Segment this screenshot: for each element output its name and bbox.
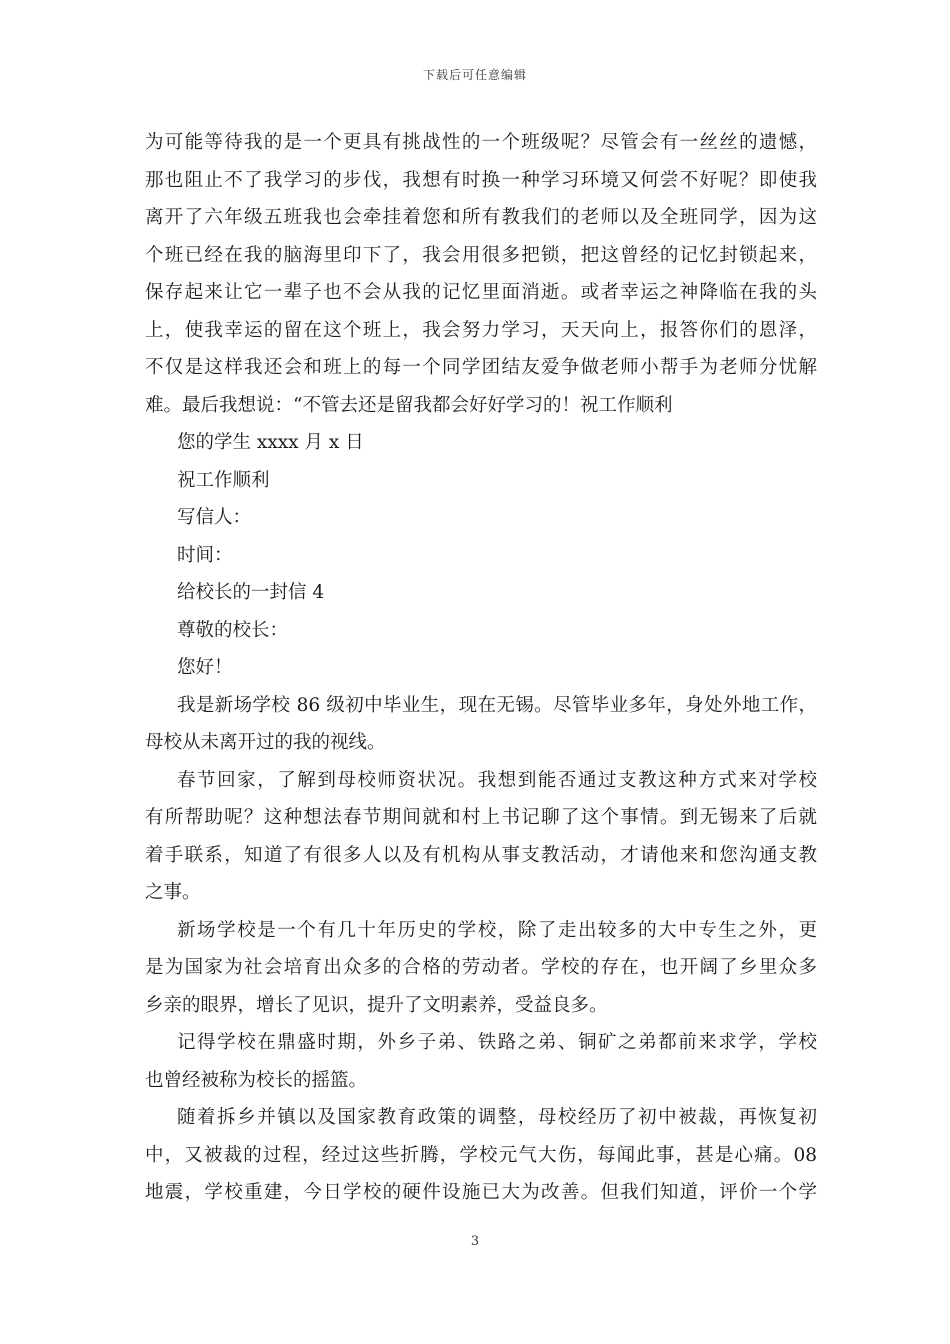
text-line: 为可能等待我的是一个更具有挑战性的一个班级呢？尽管会有一丝丝的遗憾， (145, 132, 817, 153)
text-line: 尊敬的校长： (177, 619, 289, 641)
text-line: 也曾经被称为校长的摇篮。 (145, 1069, 368, 1091)
text-line: 是为国家为社会培育出众多的合格的劳动者。学校的存在，也开阔了乡里众多 (145, 957, 817, 978)
page-header: 下载后可任意编辑 (422, 68, 527, 82)
text-line: 上，使我幸运的留在这个班上，我会努力学习，天天向上，报答你们的恩泽， (145, 319, 817, 341)
text-line: 之事。 (145, 882, 201, 903)
page-number: 3 (470, 1234, 480, 1249)
text-line: 您好！ (177, 657, 233, 678)
text-line: 乡亲的眼界，增长了见识，提升了文明素养，受益良多。 (145, 994, 608, 1016)
text-line: 难。最后我想说：“不管去还是留我都会好好学习的！祝工作顺利 (145, 394, 673, 416)
text-line: 着手联系，知道了有很多人以及有机构从事支教活动，才请他来和您沟通支教 (145, 844, 817, 866)
document-body (145, 124, 817, 1212)
text-line: 新场学校是一个有几十年历史的学校，除了走出较多的大中专生之外，更 (177, 919, 817, 941)
text-line: 随着拆乡并镇以及国家教育政策的调整，母校经历了初中被裁，再恢复初 (177, 1107, 817, 1128)
text-line: 给校长的一封信 4 (177, 582, 325, 603)
text-line: 中，又被裁的过程，经过这些折腾，学校元气大伤，每闻此事，甚是心痛。08 (145, 1144, 817, 1166)
text-line: 时间： (177, 544, 233, 566)
text-line: 离开了六年级五班我也会牵挂着您和所有教我们的老师以及全班同学，因为这 (145, 207, 817, 228)
text-line: 那也阻止不了我学习的步伐，我想有时换一种学习环境又何尝不好呢？即使我 (145, 169, 817, 191)
text-line: 您的学生 xxxx 月 x 日 (177, 432, 364, 453)
text-line: 祝工作顺利 (177, 469, 270, 491)
text-line: 我是新场学校 86 级初中毕业生，现在无锡。尽管毕业多年，身处外地工作， (177, 694, 817, 716)
text-line: 保存起来让它一辈子也不会从我的记忆里面消逝。或者幸运之神降临在我的头 (145, 282, 817, 303)
text-line: 记得学校在鼎盛时期，外乡子弟、铁路之弟、铜矿之弟都前来求学，学校 (177, 1032, 817, 1053)
text-line: 有所帮助呢？这种想法春节期间就和村上书记聊了这个事情。到无锡来了后就 (145, 807, 817, 828)
text-line: 个班已经在我的脑海里印下了，我会用很多把锁，把这曾经的记忆封锁起来， (145, 244, 817, 266)
text-line: 不仅是这样我还会和班上的每一个同学团结友爱争做老师小帮手为老师分忧解 (145, 357, 817, 378)
text-line: 春节回家，了解到母校师资状况。我想到能否通过支教这种方式来对学校 (177, 769, 817, 791)
text-line: 写信人： (177, 507, 252, 528)
text-line: 母校从未离开过的我的视线。 (145, 732, 386, 753)
text-line: 地震，学校重建，今日学校的硬件设施已大为改善。但我们知道，评价一个学 (145, 1182, 817, 1203)
